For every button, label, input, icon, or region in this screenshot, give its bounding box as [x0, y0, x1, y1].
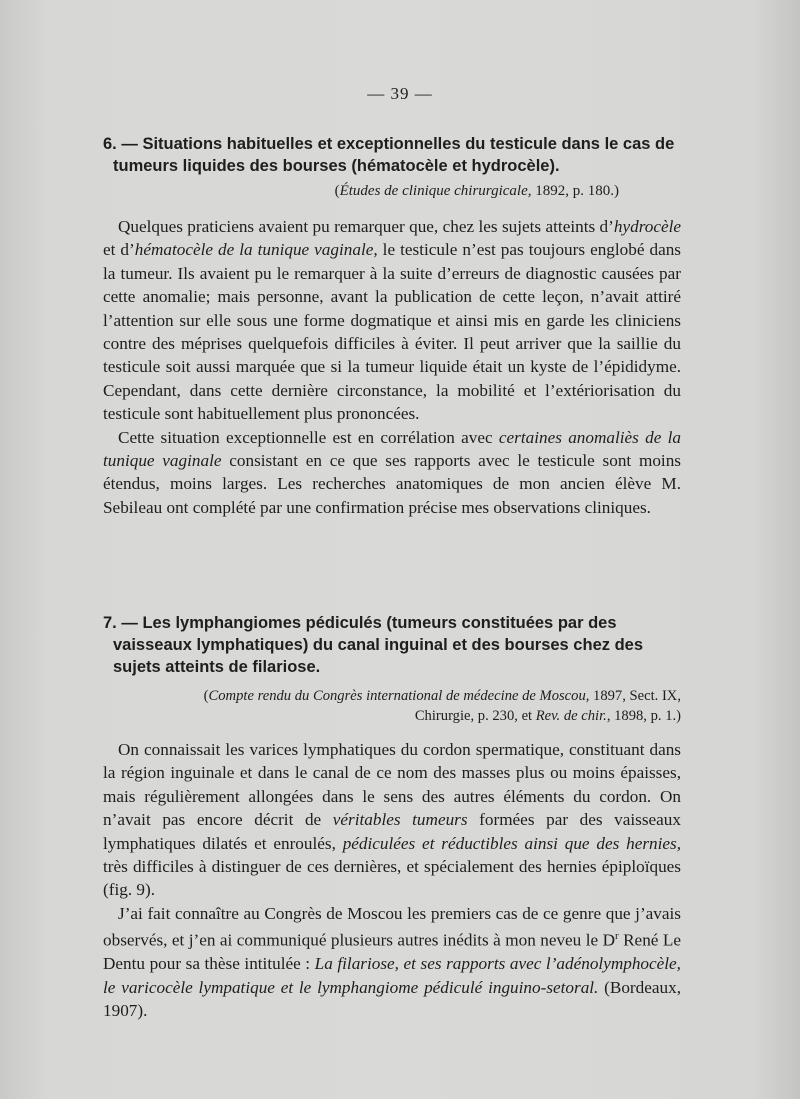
section-6-paragraph-2 — [103, 426, 681, 520]
italic-run: pédiculées et réductibles ainsi que des hernies, — [342, 833, 682, 853]
section-7-paragraph-2 — [103, 902, 681, 1023]
text-run: Quelques praticiens avaient pu remarquer que, chez les sujets atteints d’ — [118, 217, 614, 236]
section-7-source-line2a: Chirurgie, p. 230, et — [414, 708, 536, 724]
section-6-number: 6. — [103, 135, 117, 153]
section-6-source-open: ( — [334, 183, 340, 199]
section-7 — [103, 612, 681, 1023]
italic-run: hydrocèle — [613, 217, 681, 236]
section-6-source-rest: 1892, p. 180.) — [531, 183, 619, 199]
section-7-number: 7. — [103, 614, 117, 632]
text-run: René Le Dentu pour sa thèse intitulée : — [103, 930, 681, 974]
text-run: le testicule n’est pas toujours englobé dans la tumeur. Ils avaient pu le remarquer à la suite d’erreurs de diagnostic causées par cette anomalie; mais personne, avant la publication de cette leçon, n’avait attiré l’attention sur elle sous une forme dogmatique et ainsi mis en garde les cliniciens contre des méprises quelquefois difficiles à éviter. Il peut arriver que la saillie du testicule soit aussi marquée que si la tumeur liquide était un kyste de l’épididyme. Cependant, dans cette dernière circonstance, la mobilité et l’extériorisation du testicule sont habituellement plus prononcées. — [103, 240, 681, 424]
text-run: (Bordeaux, 1907). — [103, 977, 681, 1021]
section-7-source — [103, 686, 681, 726]
section-7-dash: — — [121, 614, 138, 632]
section-6-paragraph-1 — [103, 215, 681, 426]
section-7-title-text: Les lymphangiomes pédiculés (tumeurs constituées par des vaisseaux lymphatiques) du canal inguinal et des bourses chez des sujets atteints de filariose. — [113, 614, 644, 676]
section-6-source — [103, 181, 681, 201]
section-6-dash: — — [121, 135, 138, 153]
section-6-title-text: Situations habituelles et exceptionnelles du testicule dans le cas de tumeurs liquides des bourses (hématocèle et hydrocèle). — [113, 135, 675, 175]
text-run: J’ai fait connaître au Congrès de Moscou les premiers cas de ce genre que j’avais observés, et j’en ai communiqué plusieurs autres inédits à mon neveu le D — [103, 903, 681, 950]
section-6-source-title: Études de clinique chirurgicale, — [339, 183, 532, 199]
text-run: consistant en ce que ses rapports avec le testicule sont moins étendus, moins larges. Les recherches anatomiques de mon ancien élève M. Sebileau ont complété par une confirmation précise mes observations cliniques. — [103, 451, 681, 517]
section-7-source-open: ( — [203, 688, 209, 704]
section-7-source-journal: Rev. de chir. — [535, 708, 607, 724]
text-run: très difficiles à distinguer de ces dernières, et spécialement des hernies épiploïques (fig. 9). — [103, 857, 681, 900]
section-6 — [103, 133, 681, 519]
italic-run: certaines anomaliès de la tunique vaginale — [103, 427, 682, 471]
italic-run: véritables tumeurs — [332, 810, 468, 830]
section-6-title — [103, 133, 681, 177]
page-number: — 39 — — [367, 84, 433, 103]
section-7-source-rest: 1897, Sect. IX, — [589, 688, 681, 704]
section-7-source-title: Compte rendu du Congrès international de médecine de Moscou, — [208, 688, 590, 704]
section-7-source-line2b: , 1898, p. 1.) — [606, 708, 681, 724]
italic-run: La filariose, et ses rapports avec l’adénolymphocèle, le varicocèle lympatique et le lymphangiome pédiculé inguino-setoral. — [103, 954, 681, 997]
text-run: formées par des vaisseaux lymphatiques dilatés et enroulés, — [103, 810, 681, 853]
italic-run: hématocèle de la tunique vaginale, — [134, 240, 378, 260]
section-7-paragraph-1 — [103, 738, 681, 902]
text-run: et d’ — [103, 240, 135, 260]
text-run: On connaissait les varices lymphatiques du cordon spermatique, constituant dans la région inguinale et dans le canal de ce nom des masses plus ou moins épaisses, mais régulièrement allongées dans le sens des autres éléments du cordon. On n’avait pas encore décrit de — [103, 740, 681, 830]
section-7-title — [103, 612, 681, 678]
text-run: Cette situation exceptionnelle est en corrélation avec — [118, 427, 499, 447]
superscript-run: r — [614, 930, 619, 943]
